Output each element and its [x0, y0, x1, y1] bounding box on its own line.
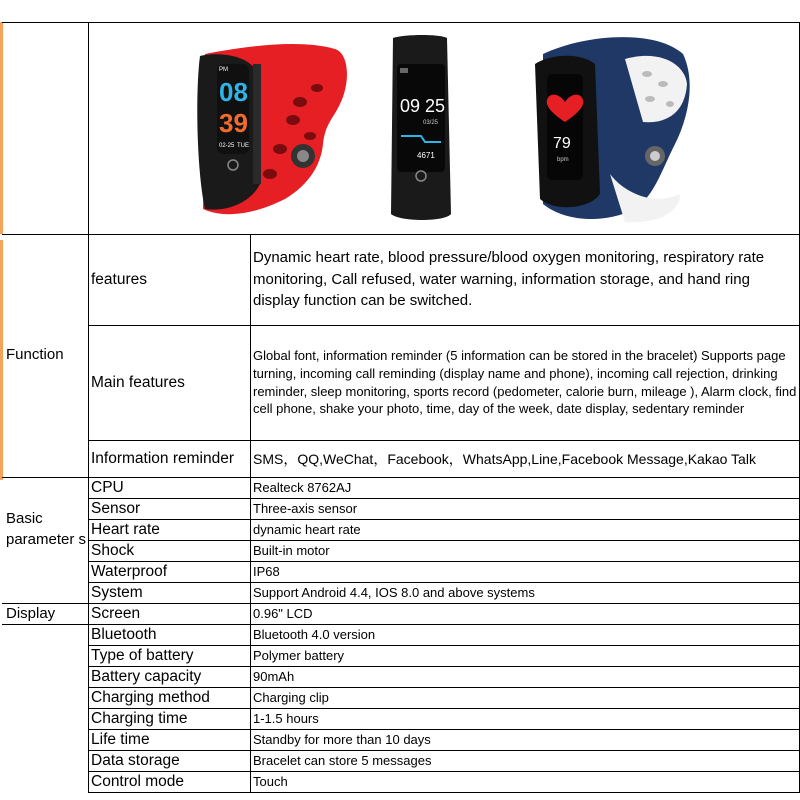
row-value-charging-method: Charging clip — [253, 690, 329, 705]
row-label-type-of-battery: Type of battery — [91, 646, 194, 664]
row-label-information-reminder: Information reminder — [91, 449, 235, 467]
row-value-waterproof: IP68 — [253, 564, 280, 579]
row-label-cpu: CPU — [91, 478, 124, 496]
red-watch — [197, 44, 347, 214]
accent-bar — [0, 22, 3, 234]
black-watch — [391, 35, 451, 220]
row-label-features: features — [91, 270, 148, 288]
row-value-type-of-battery: Polymer battery — [253, 648, 345, 663]
row-value-charging-time: 1-1.5 hours — [253, 711, 319, 726]
red-watch-minute: 39 — [219, 108, 248, 138]
row-value-battery-capacity: 90mAh — [253, 669, 295, 684]
black-watch-time: 09 25 — [400, 96, 446, 116]
row-label-control-mode: Control mode — [91, 772, 185, 790]
row-label-life-time: Life time — [91, 730, 150, 748]
row-value-main-features: Global font, information reminder (5 information can be stored in the bracelet) Supports page turning, incoming call reminding (display name and phone), incoming call rejection, drinking reminder, sleep monitoring, sports record (pedometer, calorie burn, mileage ), Alarm clock, find cell phone, shake your photo, time, day of the week, date display, sedentary reminder — [253, 348, 797, 417]
section-display: Display — [6, 605, 56, 622]
row-label-battery-capacity: Battery capacity — [91, 667, 202, 685]
row-value-life-time: Standby for more than 10 days — [253, 732, 431, 747]
red-watch-weekday: TUE — [237, 143, 249, 149]
row-label-data-storage: Data storage — [91, 751, 180, 769]
accent-bar — [0, 240, 3, 480]
row-value-sensor: Three-axis sensor — [253, 501, 358, 516]
row-value-heart-rate: dynamic heart rate — [253, 522, 361, 537]
row-value-features: Dynamic heart rate, blood pressure/blood oxygen monitoring, respiratory rate monitoring, Call refused, water warning, information storage, and hand ring display function can be switched. — [253, 249, 765, 310]
row-label-system: System — [91, 583, 143, 601]
row-value-shock: Built-in motor — [253, 543, 330, 558]
row-value-bluetooth: Bluetooth 4.0 version — [253, 627, 376, 642]
row-label-sensor: Sensor — [91, 499, 141, 517]
red-watch-hour: 08 — [219, 77, 248, 107]
product-photo — [95, 24, 795, 234]
red-watch-mode: PM — [219, 67, 228, 73]
section-basic-parameters: Basic parameter s — [6, 510, 87, 548]
blue-watch — [535, 37, 690, 222]
row-label-screen: Screen — [91, 604, 141, 622]
black-watch-steps: 4671 — [417, 151, 435, 160]
row-label-main-features: Main features — [91, 373, 185, 391]
row-value-screen: 0.96" LCD — [253, 606, 313, 621]
row-label-charging-time: Charging time — [91, 709, 188, 727]
row-label-charging-method: Charging method — [91, 688, 210, 706]
row-value-information-reminder: SMS，QQ,WeChat，Facebook，WhatsApp,Line,Facebook Message,Kakao Talk — [253, 450, 756, 467]
row-label-waterproof: Waterproof — [91, 562, 168, 580]
section-function: Function — [6, 345, 64, 363]
red-watch-date: 02-25 — [219, 143, 235, 149]
row-value-data-storage: Bracelet can store 5 messages — [253, 753, 432, 768]
black-watch-date: 03/25 — [423, 120, 439, 126]
blue-watch-heart-value: 79 — [553, 135, 571, 152]
row-label-shock: Shock — [91, 541, 135, 559]
row-value-control-mode: Touch — [253, 774, 288, 789]
row-value-cpu: Realteck 8762AJ — [253, 480, 352, 495]
row-value-system: Support Android 4.4, IOS 8.0 and above systems — [253, 585, 535, 600]
row-label-heart-rate: Heart rate — [91, 520, 160, 538]
row-label-bluetooth: Bluetooth — [91, 625, 157, 643]
blue-watch-unit: bpm — [557, 157, 569, 163]
